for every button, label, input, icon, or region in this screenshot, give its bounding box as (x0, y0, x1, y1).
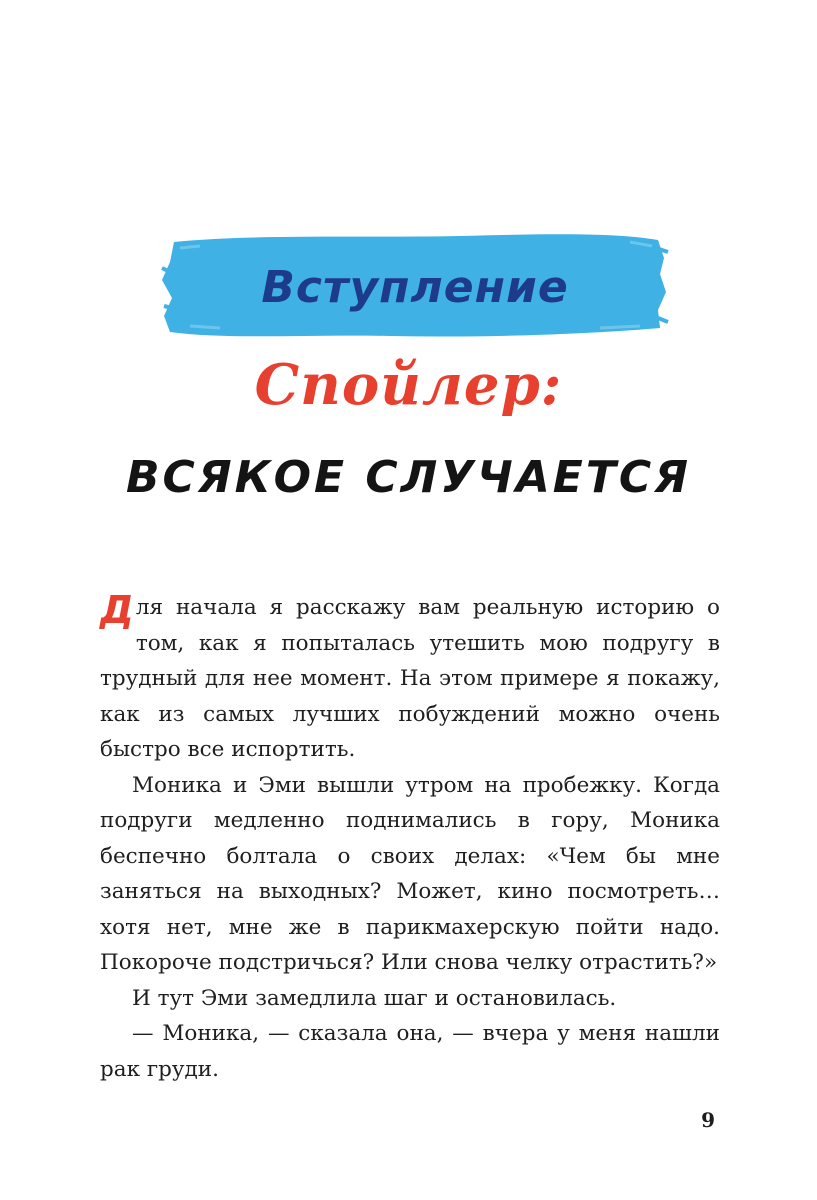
chapter-title: Спойлер: (254, 352, 563, 418)
page-number: 9 (701, 1108, 715, 1132)
paragraph-2: Моника и Эми вышли утром на пробежку. Когда подруги медленно поднимались в гору, Моника беспечно болтала о своих делах: «Чем бы мне заняться на выходных? Может, кино посмотреть… хотя нет, мне же в парикмахерскую пойти надо. Покороче подстричься? Или снова челку отрастить?» (100, 772, 720, 975)
paragraph-3: И тут Эми замедлила шаг и остановилась. (132, 985, 617, 1011)
drop-cap: Д (100, 588, 134, 632)
chapter-subtitle: ВСЯКОЕ СЛУЧАЕТСЯ (125, 452, 692, 503)
paragraph-4: — Моника, — сказала она, — вчера у меня нашли рак груди. (100, 1021, 720, 1082)
chapter-body (100, 590, 720, 1087)
chapter-label-block (160, 228, 670, 348)
paragraph-1-text: ля начала я расскажу вам реальную историю о том, как я попыталась утешить мою подругу в трудный для нее момент. На этом примере я покажу, как из самых лучших побуждений можно очень быстро все испортить. (100, 595, 720, 762)
chapter-label: Вступление (261, 262, 569, 313)
paragraph-1 (100, 590, 720, 768)
